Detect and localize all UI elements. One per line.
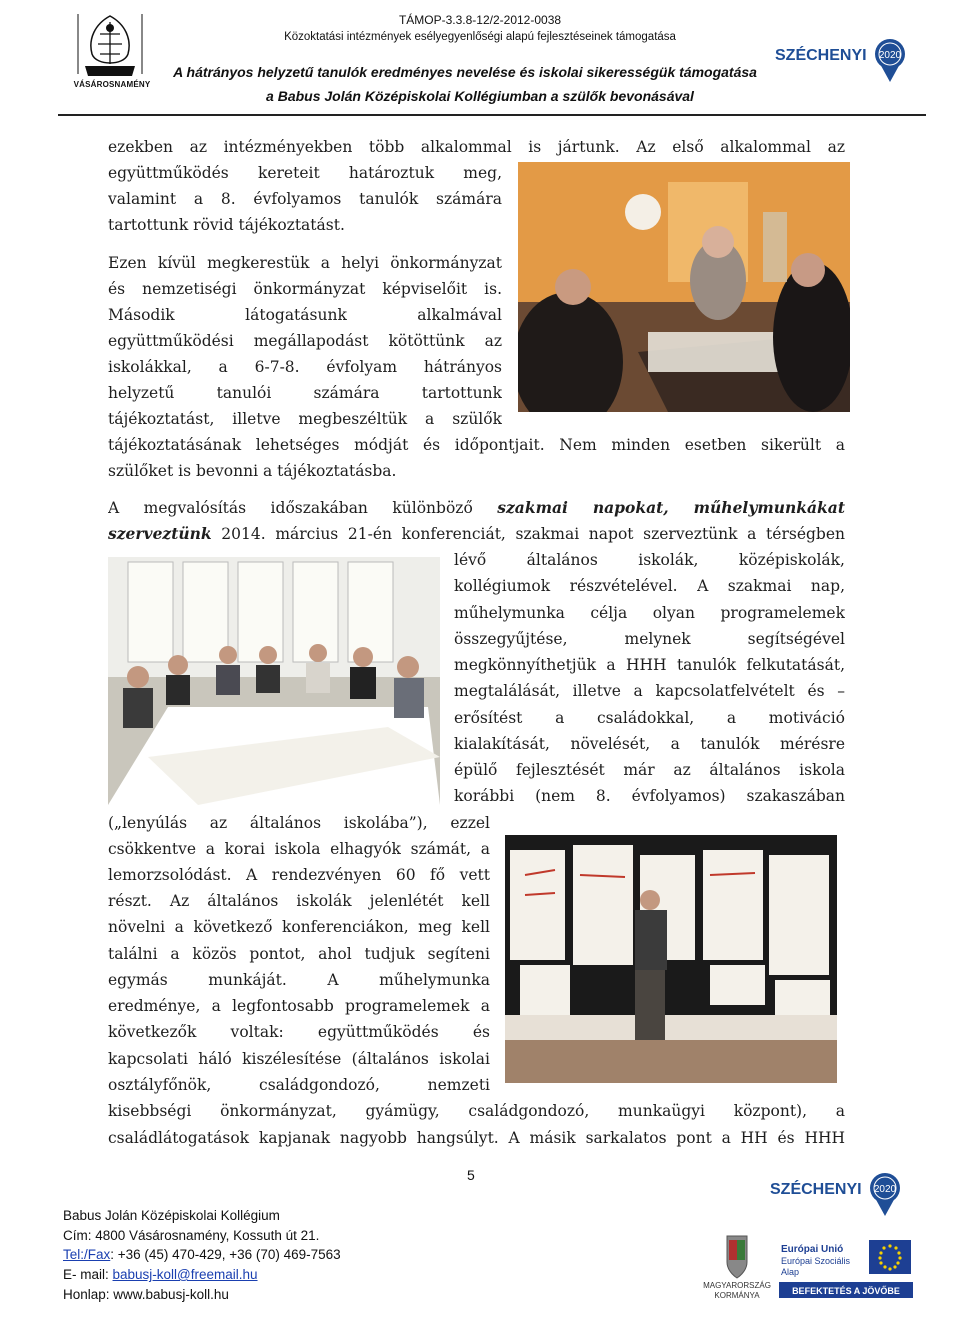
body-line: csökkentve a korai iskola elhagyók számát, a (108, 840, 490, 858)
body-line: kapcsolati háló kiszélesítése (általános iskolai (108, 1050, 490, 1068)
eu-line1: Európai Unió (781, 1244, 844, 1255)
body-line: osztályfőnök, családgondozó, nemzeti (108, 1076, 490, 1094)
body-line: részt. Az általános iskolák jelenlétét kell (108, 892, 490, 910)
body-line: egymás munkáját. A műhelymunka (108, 971, 490, 989)
body-line (108, 495, 845, 521)
body-line: összegyűjtése, melynek segítségével (454, 630, 845, 648)
project-subtitle: Közoktatási intézmények esélyegyenlőségi alapú fejlesztéseinek támogatása (284, 31, 676, 43)
body-text: A megvalósítás időszakában különböző (108, 499, 498, 517)
szechenyi-year-top: 2020 (878, 50, 902, 61)
body-line: eredménye, a legfontosabb programelemek a (108, 997, 490, 1015)
szechenyi-year-bottom: 2020 (873, 1184, 897, 1195)
body-line: ezekben az intézményekben több alkalommal is jártunk. Az első alkalommal az (108, 138, 845, 156)
meeting-photo (518, 162, 850, 412)
body-line: tájékoztatást, illetve megbeszéltük a szülők (108, 410, 502, 428)
crest-line2: KORMÁNYA (714, 1291, 760, 1300)
project-code: TÁMOP-3.3.8-12/2-2012-0038 (398, 13, 562, 27)
body-line: Második látogatásunk alkalmával (108, 306, 502, 324)
logo-caption: VÁSÁROSNAMÉNY (73, 80, 151, 89)
body-line: lévő általános iskolák, középiskolák, (454, 551, 845, 569)
body-line: Ezen kívül megkerestük a helyi önkormányzat (108, 254, 502, 272)
body-line: következők voltak: együttműködés és (108, 1023, 490, 1041)
body-line: műhelymunka célja olyan programelemek (454, 604, 845, 622)
body-line: együttműködési megállapodást kötöttünk az (108, 332, 502, 350)
body-line: megkönnyíthetjük a HHH tanulók felkutatását, (454, 656, 845, 674)
body-line: szülőket is bevonni a tájékoztatásba. (108, 462, 397, 480)
phone-link[interactable]: Tel:/Fax (63, 1247, 111, 1262)
body-line: kisebbségi önkormányzat, gyámügy, családgondozó, munkaügyi központ), a (108, 1102, 845, 1120)
header-title-line1: A hátrányos helyzetű tanulók eredményes nevelése és iskolai sikerességük támogatása (173, 64, 757, 80)
eu-banner-text: BEFEKTETÉS A JÖVŐBE (792, 1286, 900, 1296)
phone-value: : +36 (45) 470-429, +36 (70) 469-7563 (110, 1247, 341, 1262)
body-line: tartottunk rövid tájékoztatást. (108, 216, 345, 234)
emphasis-text: szerveztünk (108, 524, 212, 543)
page-number: 5 (467, 1167, 475, 1183)
footer-phone (63, 1247, 341, 1262)
body-line: lemorzsolódást. A rendezvényen 60 fő vett (108, 866, 490, 884)
conference-photo (108, 557, 440, 805)
footer-email (63, 1267, 258, 1282)
szechenyi-logo-bottom (770, 1172, 910, 1218)
email-link[interactable]: babusj-koll@freemail.hu (112, 1267, 258, 1282)
body-text: 2014. március 21-én konferenciát, szakmai napot szerveztünk a térségben (211, 525, 845, 543)
body-line: helyzetű tanulói számára tartottunk (108, 384, 502, 402)
body-line: korábbi (nem 8. évfolyamos) szakaszában (454, 787, 845, 805)
body-line: épülő fejlesztését már az általános iskola (454, 761, 845, 779)
body-line: tájékoztatásának lehetséges módját és időpontjait. Nem minden esetben sikerült a (108, 436, 845, 454)
body-line: kialakítását, növelését, a tanulók mérésre (454, 735, 845, 753)
body-line: növelni a következő konferenciákon, meg kell (108, 918, 490, 936)
header-divider (58, 114, 926, 116)
emphasis-text: szakmai napokat, műhelymunkákat (497, 498, 845, 517)
body-line: („lenyúlás az általános iskolába”), ezzel (108, 814, 490, 832)
body-line: és nemzetiségi önkormányzat képviselőit is. (108, 280, 502, 298)
body-line: valamint a 8. évfolyamos tanulók számára (108, 190, 502, 208)
eu-logo (779, 1238, 914, 1300)
body-line: találni a közös pontot, ahol tudjuk segíteni (108, 945, 490, 963)
eu-line3: Alap (781, 1267, 800, 1277)
szechenyi-label-bottom: SZÉCHENYI (770, 1181, 862, 1198)
email-label: E- mail: (63, 1267, 113, 1282)
body-line: megtalálását, illetve a kapcsolatfelvételt és – (454, 682, 845, 700)
header-title-line2: a Babus Jolán Középiskolai Kollégiumban a szülők bevonásával (266, 88, 694, 104)
body-line (108, 521, 845, 547)
szechenyi-logo-top (775, 38, 915, 84)
body-line: iskolákkal, a 6-7-8. évfolyam hátrányos (108, 358, 502, 376)
crest-line1: MAGYARORSZÁG (703, 1281, 771, 1290)
footer-address: Cím: 4800 Vásárosnamény, Kossuth út 21. (63, 1228, 320, 1243)
footer-org: Babus Jolán Középiskolai Kollégium (63, 1208, 280, 1223)
hungarian-government-crest (692, 1232, 782, 1300)
body-line: erősítést a családokkal, a motiváció (454, 709, 845, 727)
eu-line2: Európai Szociális (781, 1256, 851, 1266)
body-line: együttműködés kereteit határoztuk meg, (108, 164, 502, 182)
body-line: családlátogatások kapjanak nagyobb hangsúlyt. A másik sarkalatos pont a HH és HHH (108, 1129, 845, 1147)
szechenyi-label-top: SZÉCHENYI (775, 47, 867, 64)
workshop-photo (505, 835, 837, 1083)
footer-website: Honlap: www.babusj-koll.hu (63, 1287, 229, 1302)
body-line: kollégiumok részvételével. A szakmai nap, (454, 577, 845, 595)
